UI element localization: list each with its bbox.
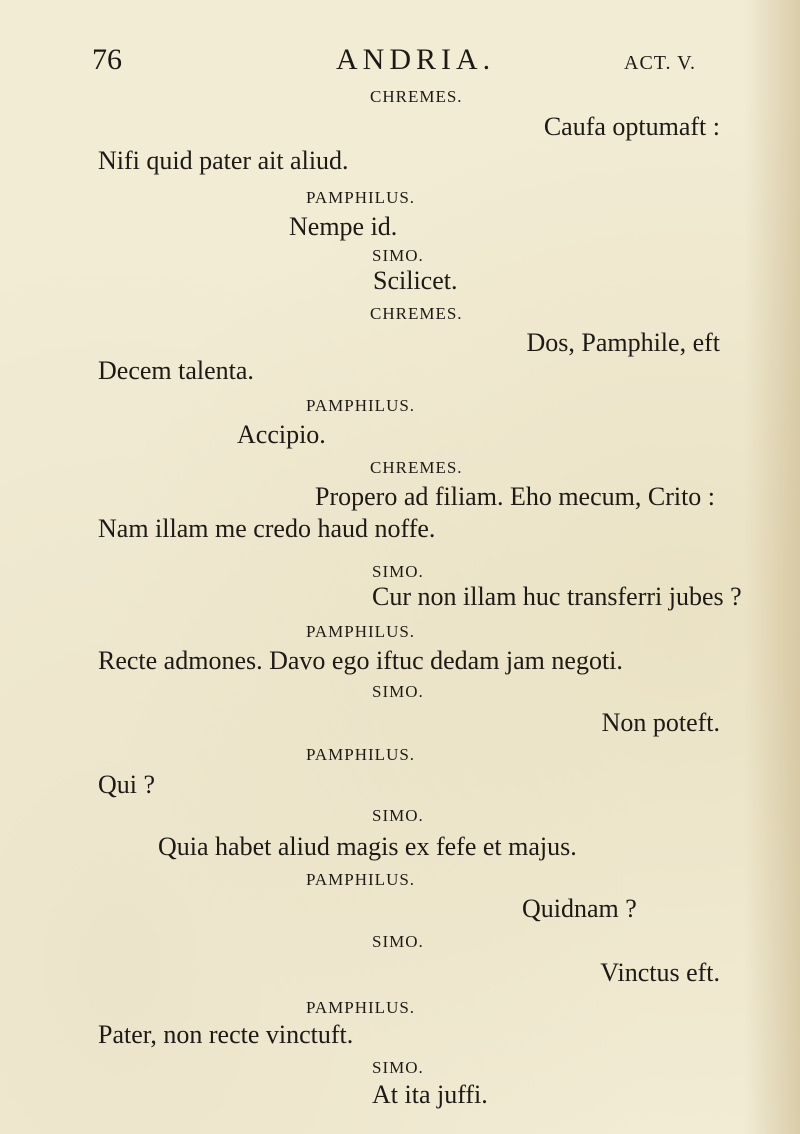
dialogue-line: Decem talenta. bbox=[98, 356, 254, 385]
dialogue-line: Nempe id. bbox=[289, 212, 398, 241]
dialogue-line: Caufa optumaft : bbox=[543, 112, 720, 141]
dialogue-line: Quidnam ? bbox=[522, 894, 637, 923]
speaker-name: SIMO. bbox=[372, 682, 424, 701]
dialogue-line: Scilicet. bbox=[373, 266, 458, 295]
dialogue-line: Nifi quid pater ait aliud. bbox=[98, 146, 349, 175]
speaker-name: SIMO. bbox=[372, 246, 424, 265]
speaker-name: PAMPHILUS. bbox=[306, 870, 416, 889]
dialogue-line: Vinctus eft. bbox=[600, 958, 720, 987]
act-label: ACT. V. bbox=[624, 52, 697, 74]
speaker-name: PAMPHILUS. bbox=[306, 622, 416, 641]
dialogue-line: Cur non illam huc transferri jubes ? bbox=[372, 582, 742, 611]
speaker-name: PAMPHILUS. bbox=[306, 998, 416, 1017]
dialogue-line: At ita juffi. bbox=[372, 1080, 488, 1109]
speaker-name: PAMPHILUS. bbox=[306, 188, 416, 207]
dialogue-line: Quia habet aliud magis ex fefe et majus. bbox=[158, 832, 577, 861]
dialogue-line: Accipio. bbox=[237, 420, 326, 449]
page-number: 76 bbox=[92, 43, 122, 76]
dialogue-line: Dos, Pamphile, eft bbox=[526, 328, 720, 357]
speaker-name: CHREMES. bbox=[370, 87, 463, 106]
dialogue-line: Nam illam me credo haud noffe. bbox=[98, 514, 436, 543]
dialogue-line: Propero ad filiam. Eho mecum, Crito : bbox=[315, 482, 716, 511]
dialogue-line: Qui ? bbox=[98, 770, 156, 799]
speaker-name: PAMPHILUS. bbox=[306, 745, 416, 764]
speaker-name: SIMO. bbox=[372, 562, 424, 581]
dialogue-line: Pater, non recte vinctuft. bbox=[98, 1020, 354, 1049]
speaker-name: CHREMES. bbox=[370, 304, 463, 323]
speaker-name: CHREMES. bbox=[370, 458, 463, 477]
dialogue-line: Non poteft. bbox=[601, 708, 720, 737]
speaker-name: PAMPHILUS. bbox=[306, 396, 416, 415]
speaker-name: SIMO. bbox=[372, 932, 424, 951]
page-title: ANDRIA. bbox=[336, 43, 496, 76]
dialogue-line: Recte admones. Davo ego iftuc dedam jam negoti. bbox=[98, 646, 623, 675]
speaker-name: SIMO. bbox=[372, 806, 424, 825]
speaker-name: SIMO. bbox=[372, 1058, 424, 1077]
